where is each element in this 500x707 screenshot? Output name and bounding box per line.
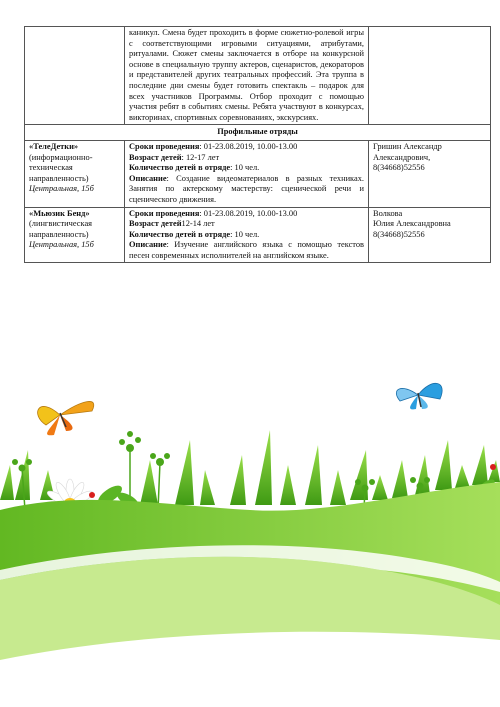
unit-details [125, 140, 369, 207]
program-description: каникул. Смена будет проходить в форме сюжетно-ролевой игры с соответствующими игровыми ситуациями, атрибутами, ритуалами. Сюжет смены заключается в отборе на конкурсной основе в специальную труппу актеров, сценаристов, декораторов и представителей других театральных профессий. Эта труппа в последние дни смены будет готовить спектакль – подарок для всех участников Программы. Отбор проходит с помощью участия ребят в событиях смены. Ребята участвуют в конкурсах, викторинах, спортивных соревнованиях, экскурсиях. [125, 27, 369, 125]
count-label: Количество детей в отряде [129, 229, 231, 239]
age-value: 12-14 лет [181, 219, 215, 229]
dates-value: : 01-23.08.2019, 10.00-13.00 [199, 141, 298, 151]
contact-line: Александрович, [373, 152, 431, 162]
unit-cell [25, 207, 125, 263]
desc-value: : Изучение английского языка с помощью текстов песен современных исполнителей на английском языке. [129, 240, 364, 260]
empty-cell [25, 27, 125, 125]
unit-name: «ТелеДетки» [29, 141, 79, 151]
contact-phone: 8(34668)52556 [373, 163, 425, 173]
empty-cell [369, 27, 491, 125]
unit-address: Центральная, 15б [29, 184, 94, 194]
contact-phone: 8(34668)52556 [373, 229, 425, 239]
dates-label: Сроки проведения [129, 141, 200, 151]
section-row [25, 125, 491, 141]
meadow-illustration [0, 370, 500, 707]
unit-direction: (лингвистическая направленность) [29, 219, 93, 239]
unit-cell [25, 140, 125, 207]
age-value: : 12-17 лет [181, 152, 220, 162]
dates-value: : 01-23.08.2019, 10.00-13.00 [199, 208, 298, 218]
butterfly-left-icon [38, 401, 94, 435]
table-row [25, 140, 491, 207]
age-label: Возраст детей [129, 152, 182, 162]
unit-name: «Мьюзик Бенд» [29, 208, 90, 218]
count-value: : 10 чел. [230, 163, 260, 173]
contact-line: Юлия Александровна [373, 219, 451, 229]
contact-cell [369, 140, 491, 207]
section-title: Профильные отряды [25, 125, 491, 141]
count-label: Количество детей в отряде [129, 163, 231, 173]
desc-value: : Создание видеоматериалов в разных техниках. Занятия по актерскому мастерству: сценической речи и сценического движения. [129, 173, 364, 204]
table-row [25, 27, 491, 125]
desc-label: Описание [129, 173, 167, 183]
age-label: Возраст детей [129, 219, 182, 229]
unit-details [125, 207, 369, 263]
contact-line: Гришин Александр [373, 141, 442, 151]
document-table [24, 26, 491, 263]
contact-line: Волкова [373, 208, 403, 218]
unit-address: Центральная, 15б [29, 240, 94, 250]
table-row [25, 207, 491, 263]
count-value: : 10 чел. [230, 229, 260, 239]
dates-label: Сроки проведения [129, 208, 200, 218]
desc-label: Описание [129, 240, 167, 250]
contact-cell [369, 207, 491, 263]
unit-direction: (информационно-техническая направленность) [29, 152, 93, 183]
flower-buds [12, 431, 430, 492]
butterfly-right-icon [396, 383, 442, 409]
